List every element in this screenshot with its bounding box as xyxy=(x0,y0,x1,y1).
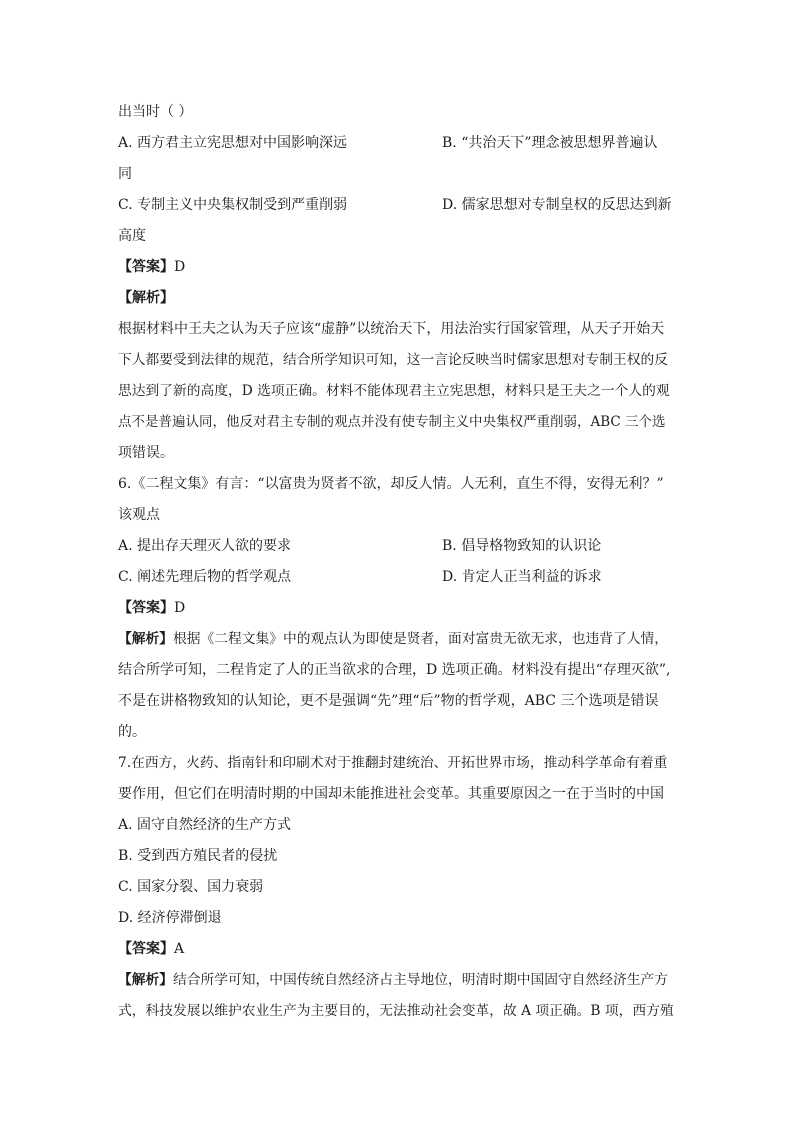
q5-analysis-line: 点不是普遍认同，他反对君主专制的观点并没有使专制主义中央集权严重削弱，ABC 三个选 xyxy=(118,414,666,430)
q5-option-b-wrap: 同 xyxy=(118,166,132,182)
answer-label: 【答案】 xyxy=(118,259,174,275)
q7-option-a: A. 固守自然经济的生产方式 xyxy=(118,817,292,833)
q7-option-b: B. 受到西方殖民者的侵扰 xyxy=(118,848,278,864)
q5-analysis-line: 项错误。 xyxy=(118,445,174,461)
q6-answer xyxy=(118,593,674,624)
q6-option-a: A. 提出存天理灭人欲的要求 xyxy=(118,538,292,554)
q7-option-d: D. 经济停滞倒退 xyxy=(118,910,222,926)
analysis-label: 【解析】 xyxy=(118,631,174,647)
q5-options-ab xyxy=(118,128,674,159)
q6-options-cd xyxy=(118,562,674,593)
q7-analysis-line: 式，科技发展以维护农业生产为主要目的，无法推动社会变革，故 A 项正确。B 项，西方殖 xyxy=(118,1003,674,1019)
q6-stem-wrap: 该观点 xyxy=(118,507,160,523)
answer-label: 【答案】 xyxy=(118,941,174,957)
q5-options-cd xyxy=(118,190,674,221)
q6-analysis-line: 结合所学可知，二程肯定了人的正当欲求的合理，D 选项正确。材料没有提出“存理灭欲”, xyxy=(118,662,671,678)
q7-answer-value: A xyxy=(174,941,185,957)
q5-option-d-wrap: 高度 xyxy=(118,228,146,244)
q6-analysis-line: 根据《二程文集》中的观点认为即使是贤者，面对富贵无欲无求，也违背了人情， xyxy=(173,631,669,647)
q6-analysis-line: 不是在讲格物致知的认知论，更不是强调“先”理“后”物的哲学观，ABC 三个选项是错误 xyxy=(118,693,659,709)
q5-option-a: A. 西方君主立宪思想对中国影响深远 xyxy=(118,135,348,151)
q5-analysis-label xyxy=(118,283,674,314)
q5-answer-value: D xyxy=(174,259,186,275)
q6-option-d: D. 肯定人正当利益的诉求 xyxy=(442,569,602,585)
q7-stem: 7.在西方，火药、指南针和印刷术对于推翻封建统治、开拓世界市场，推动科学革命有着重 xyxy=(118,755,668,771)
q7-answer xyxy=(118,934,674,965)
q6-analysis-line: 的。 xyxy=(118,724,146,740)
q6-options-ab xyxy=(118,531,674,562)
q6-option-b: B. 倡导格物致知的认识论 xyxy=(442,538,602,554)
analysis-label: 【解析】 xyxy=(118,290,174,306)
document-content xyxy=(118,97,674,1027)
q6-stem: 6.《二程文集》有言：“以富贵为贤者不欲，却反人情。人无利，直生不得，安得无利？” xyxy=(118,476,664,492)
q5-analysis-line: 思达到了新的高度，D 选项正确。材料不能体现君主立宪思想，材料只是王夫之一个人的观 xyxy=(118,383,670,399)
q6-analysis xyxy=(118,624,674,655)
answer-label: 【答案】 xyxy=(118,600,174,616)
q5-answer xyxy=(118,252,674,283)
q7-option-c: C. 国家分裂、国力衰弱 xyxy=(118,879,264,895)
q5-stem-tail: 出当时（ ） xyxy=(118,104,193,120)
q5-option-c: C. 专制主义中央集权制受到严重削弱 xyxy=(118,197,348,213)
q7-stem-wrap: 要作用，但它们在明清时期的中国却未能推进社会变革。其重要原因之一在于当时的中国 xyxy=(118,786,664,802)
q6-answer-value: D xyxy=(174,600,186,616)
q5-option-d: D. 儒家思想对专制皇权的反思达到新 xyxy=(442,197,672,213)
q5-analysis-line: 根据材料中王夫之认为天子应该“虚静”以统治天下，用法治实行国家管理，从天子开始天 xyxy=(118,321,665,337)
analysis-label: 【解析】 xyxy=(118,972,174,988)
q5-analysis-line: 下人都要受到法律的规范，结合所学知识可知，这一言论反映当时儒家思想对专制王权的反 xyxy=(118,352,669,368)
q5-option-b: B. “共治天下”理念被思想界普遍认 xyxy=(442,135,658,151)
q7-analysis xyxy=(118,965,674,996)
q7-analysis-line: 结合所学可知，中国传统自然经济占主导地位，明清时期中国固守自然经济生产方 xyxy=(173,972,669,988)
q6-option-c: C. 阐述先理后物的哲学观点 xyxy=(118,569,292,585)
